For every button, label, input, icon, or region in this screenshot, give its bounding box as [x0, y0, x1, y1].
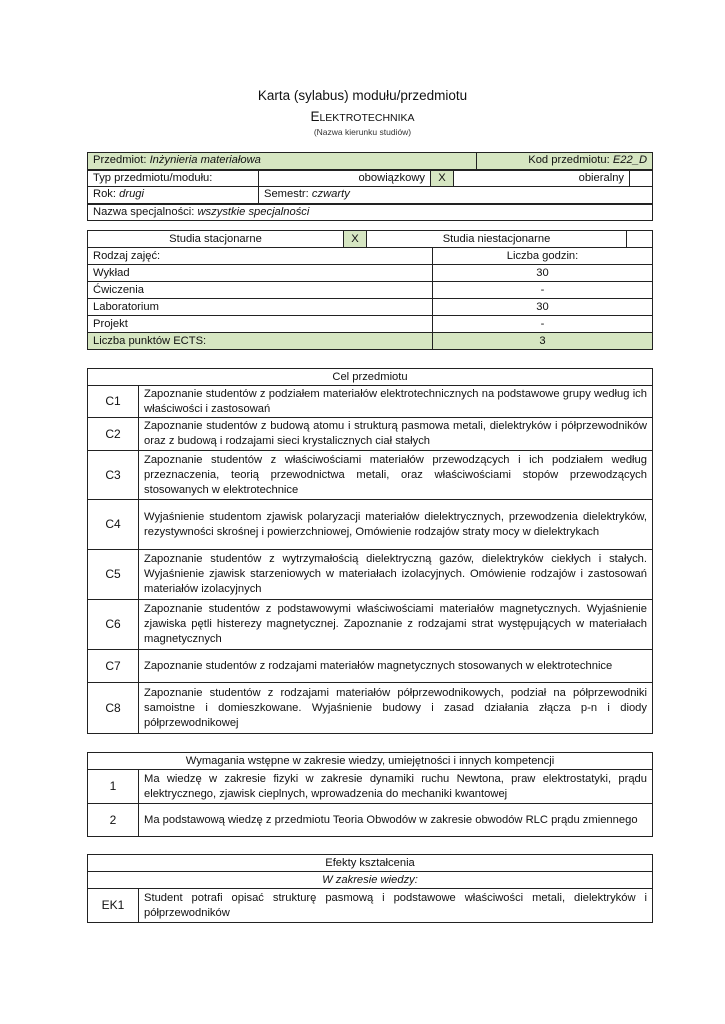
prerequisite-text: Ma podstawową wiedzę z przedmiotu Teoria Obwodów w zakresie obwodów RLC prądu zmiennego [139, 804, 653, 837]
course-code-cell: Kod przedmiotu: E22_D [477, 153, 653, 170]
prerequisites-title-row [88, 753, 653, 770]
class-type: Projekt [88, 316, 433, 333]
objective-text: Zapoznanie studentów z właściwościami materiałów przewodzących i ich podziałem według przeznaczenia, teorią przewodnictwa metali, oraz właściwościami stopów przewodzących stosowanych w elektrotechnice [139, 451, 653, 500]
objective-row [88, 683, 653, 734]
objective-text: Zapoznanie studentów z podstawowymi właściwościami materiałów magnetycznych. Wyjaśnienie zjawiska pętli histerezy magnetycznej. Zapoznanie z rodzajami strat występujących w materiałach magnetycznych [139, 600, 653, 650]
objective-code: C4 [88, 500, 139, 550]
prerequisite-row [88, 804, 653, 837]
part-time-mark [627, 231, 653, 248]
outcomes-subtitle-row [88, 872, 653, 889]
mandatory-label: obowiązkowy [259, 170, 431, 187]
specialty-row [88, 204, 653, 221]
objective-row [88, 418, 653, 451]
class-type: Ćwiczenia [88, 282, 433, 299]
objective-row [88, 550, 653, 600]
specialty-cell: Nazwa specjalności: wszystkie specjalności [88, 204, 653, 221]
part-time-label: Studia niestacjonarne [367, 231, 627, 248]
objective-row [88, 451, 653, 500]
elective-label: obieralny [454, 170, 630, 187]
hours-row [88, 282, 653, 299]
year-cell: Rok: drugi [88, 187, 259, 204]
prerequisite-code: 1 [88, 770, 139, 804]
objective-code: C6 [88, 600, 139, 650]
field-of-study-note: (Nazwa kierunku studiów) [313, 127, 412, 137]
study-mode-row [88, 231, 653, 248]
ects-row [88, 333, 653, 350]
prerequisites-title: Wymagania wstępne w zakresie wiedzy, umiejętności i innych kompetencji [88, 753, 653, 770]
outcome-text: Student potrafi opisać strukturę pasmową i podstawowe właściwości metali, dielektryków i półprzewodników [139, 889, 653, 923]
objective-text: Zapoznanie studentów z wytrzymałością dielektryczną gazów, dielektryków ciekłych i stałych. Wyjaśnienie zjawisk starzeniowych w materiałach izolacyjnych. Omówienie rodzajów i zastosowań materiałów izolacyjnych [139, 550, 653, 600]
objective-row [88, 500, 653, 550]
course-info-table [87, 152, 653, 221]
objective-text: Zapoznanie studentów z rodzajami materiałów półprzewodnikowych, podział na półprzewodniki samoistne i domieszkowane. Wyjaśnienie budowy i zasad działania złącza p-n i diody półprzewodnikowej [139, 683, 653, 734]
document-title: Karta (sylabus) modułu/przedmiotu [257, 88, 468, 103]
objective-code: C2 [88, 418, 139, 451]
outcomes-title-row [88, 855, 653, 872]
objective-row [88, 650, 653, 683]
hours-row [88, 265, 653, 282]
hours-header: Liczba godzin: [433, 248, 653, 265]
objective-code: C8 [88, 683, 139, 734]
objective-text: Zapoznanie studentów z podziałem materiałów elektrotechnicznych na podstawowe grupy według ich właściwości i zastosowań [139, 386, 653, 418]
hours-header-row [88, 248, 653, 265]
outcomes-title: Efekty kształcenia [88, 855, 653, 872]
subject-first-letter: E [310, 109, 320, 124]
type-row [88, 170, 653, 187]
objectives-table [87, 368, 653, 734]
class-type: Laboratorium [88, 299, 433, 316]
outcome-code: EK1 [88, 889, 139, 923]
full-time-label: Studia stacjonarne [88, 231, 344, 248]
subject-name [0, 109, 725, 124]
objective-code: C5 [88, 550, 139, 600]
full-time-mark: X [344, 231, 367, 248]
mandatory-mark: X [431, 170, 454, 187]
ects-value: 3 [433, 333, 653, 350]
class-hours: - [433, 316, 653, 333]
outcome-row [88, 889, 653, 923]
objectives-title-row [88, 369, 653, 386]
objective-code: C3 [88, 451, 139, 500]
type-label: Typ przedmiotu/modułu: [88, 170, 259, 187]
class-type-header: Rodzaj zajęć: [88, 248, 433, 265]
elective-mark [630, 170, 653, 187]
objective-row [88, 386, 653, 418]
objective-code: C1 [88, 386, 139, 418]
semester-value: czwarty [311, 188, 350, 201]
year-row [88, 187, 653, 204]
objective-text: Zapoznanie studentów z rodzajami materiałów magnetycznych stosowanych w elektrotechnice [139, 650, 653, 683]
subject-rest-letters: LEKTROTECHNIKA [319, 112, 415, 124]
hours-row [88, 299, 653, 316]
year-value: drugi [119, 188, 145, 201]
prerequisite-code: 2 [88, 804, 139, 837]
class-hours: - [433, 282, 653, 299]
study-mode-table [87, 230, 653, 248]
outcomes-subtitle: W zakresie wiedzy: [88, 872, 653, 889]
subject-value: Inżynieria materiałowa [149, 154, 261, 167]
subject-row [88, 153, 653, 170]
learning-outcomes-table [87, 854, 653, 923]
class-hours: 30 [433, 265, 653, 282]
objective-text: Zapoznanie studentów z budową atomu i strukturą pasmowa metali, dielektryków i półprzewodników oraz z budową i rodzajami sieci krystalicznych ciał stałych [139, 418, 653, 451]
class-hours: 30 [433, 299, 653, 316]
prerequisite-text: Ma wiedzę w zakresie fizyki w zakresie dynamiki ruchu Newtona, praw elektrostatyki, prądu elektrycznego, zjawisk cieplnych, wprowadzenia do mechaniki kwantowej [139, 770, 653, 804]
prerequisites-table [87, 752, 653, 837]
hours-row [88, 316, 653, 333]
course-code-value: E22_D [612, 154, 648, 167]
objective-code: C7 [88, 650, 139, 683]
hours-table [87, 247, 653, 350]
prerequisite-row [88, 770, 653, 804]
ects-label: Liczba punktów ECTS: [88, 333, 433, 350]
specialty-value: wszystkie specjalności [197, 205, 310, 218]
semester-cell: Semestr: czwarty [259, 187, 653, 204]
objective-text: Wyjaśnienie studentom zjawisk polaryzacji materiałów dielektrycznych, przewodzenia dielektryków, rezystywności skrośnej i powierzchniowej, Omówienie rodzajów straty mocy w dielektrykach [139, 500, 653, 550]
objectives-title: Cel przedmiotu [88, 369, 653, 386]
class-type: Wykład [88, 265, 433, 282]
subject-cell: Przedmiot: Inżynieria materiałowa [88, 153, 477, 170]
objective-row [88, 600, 653, 650]
